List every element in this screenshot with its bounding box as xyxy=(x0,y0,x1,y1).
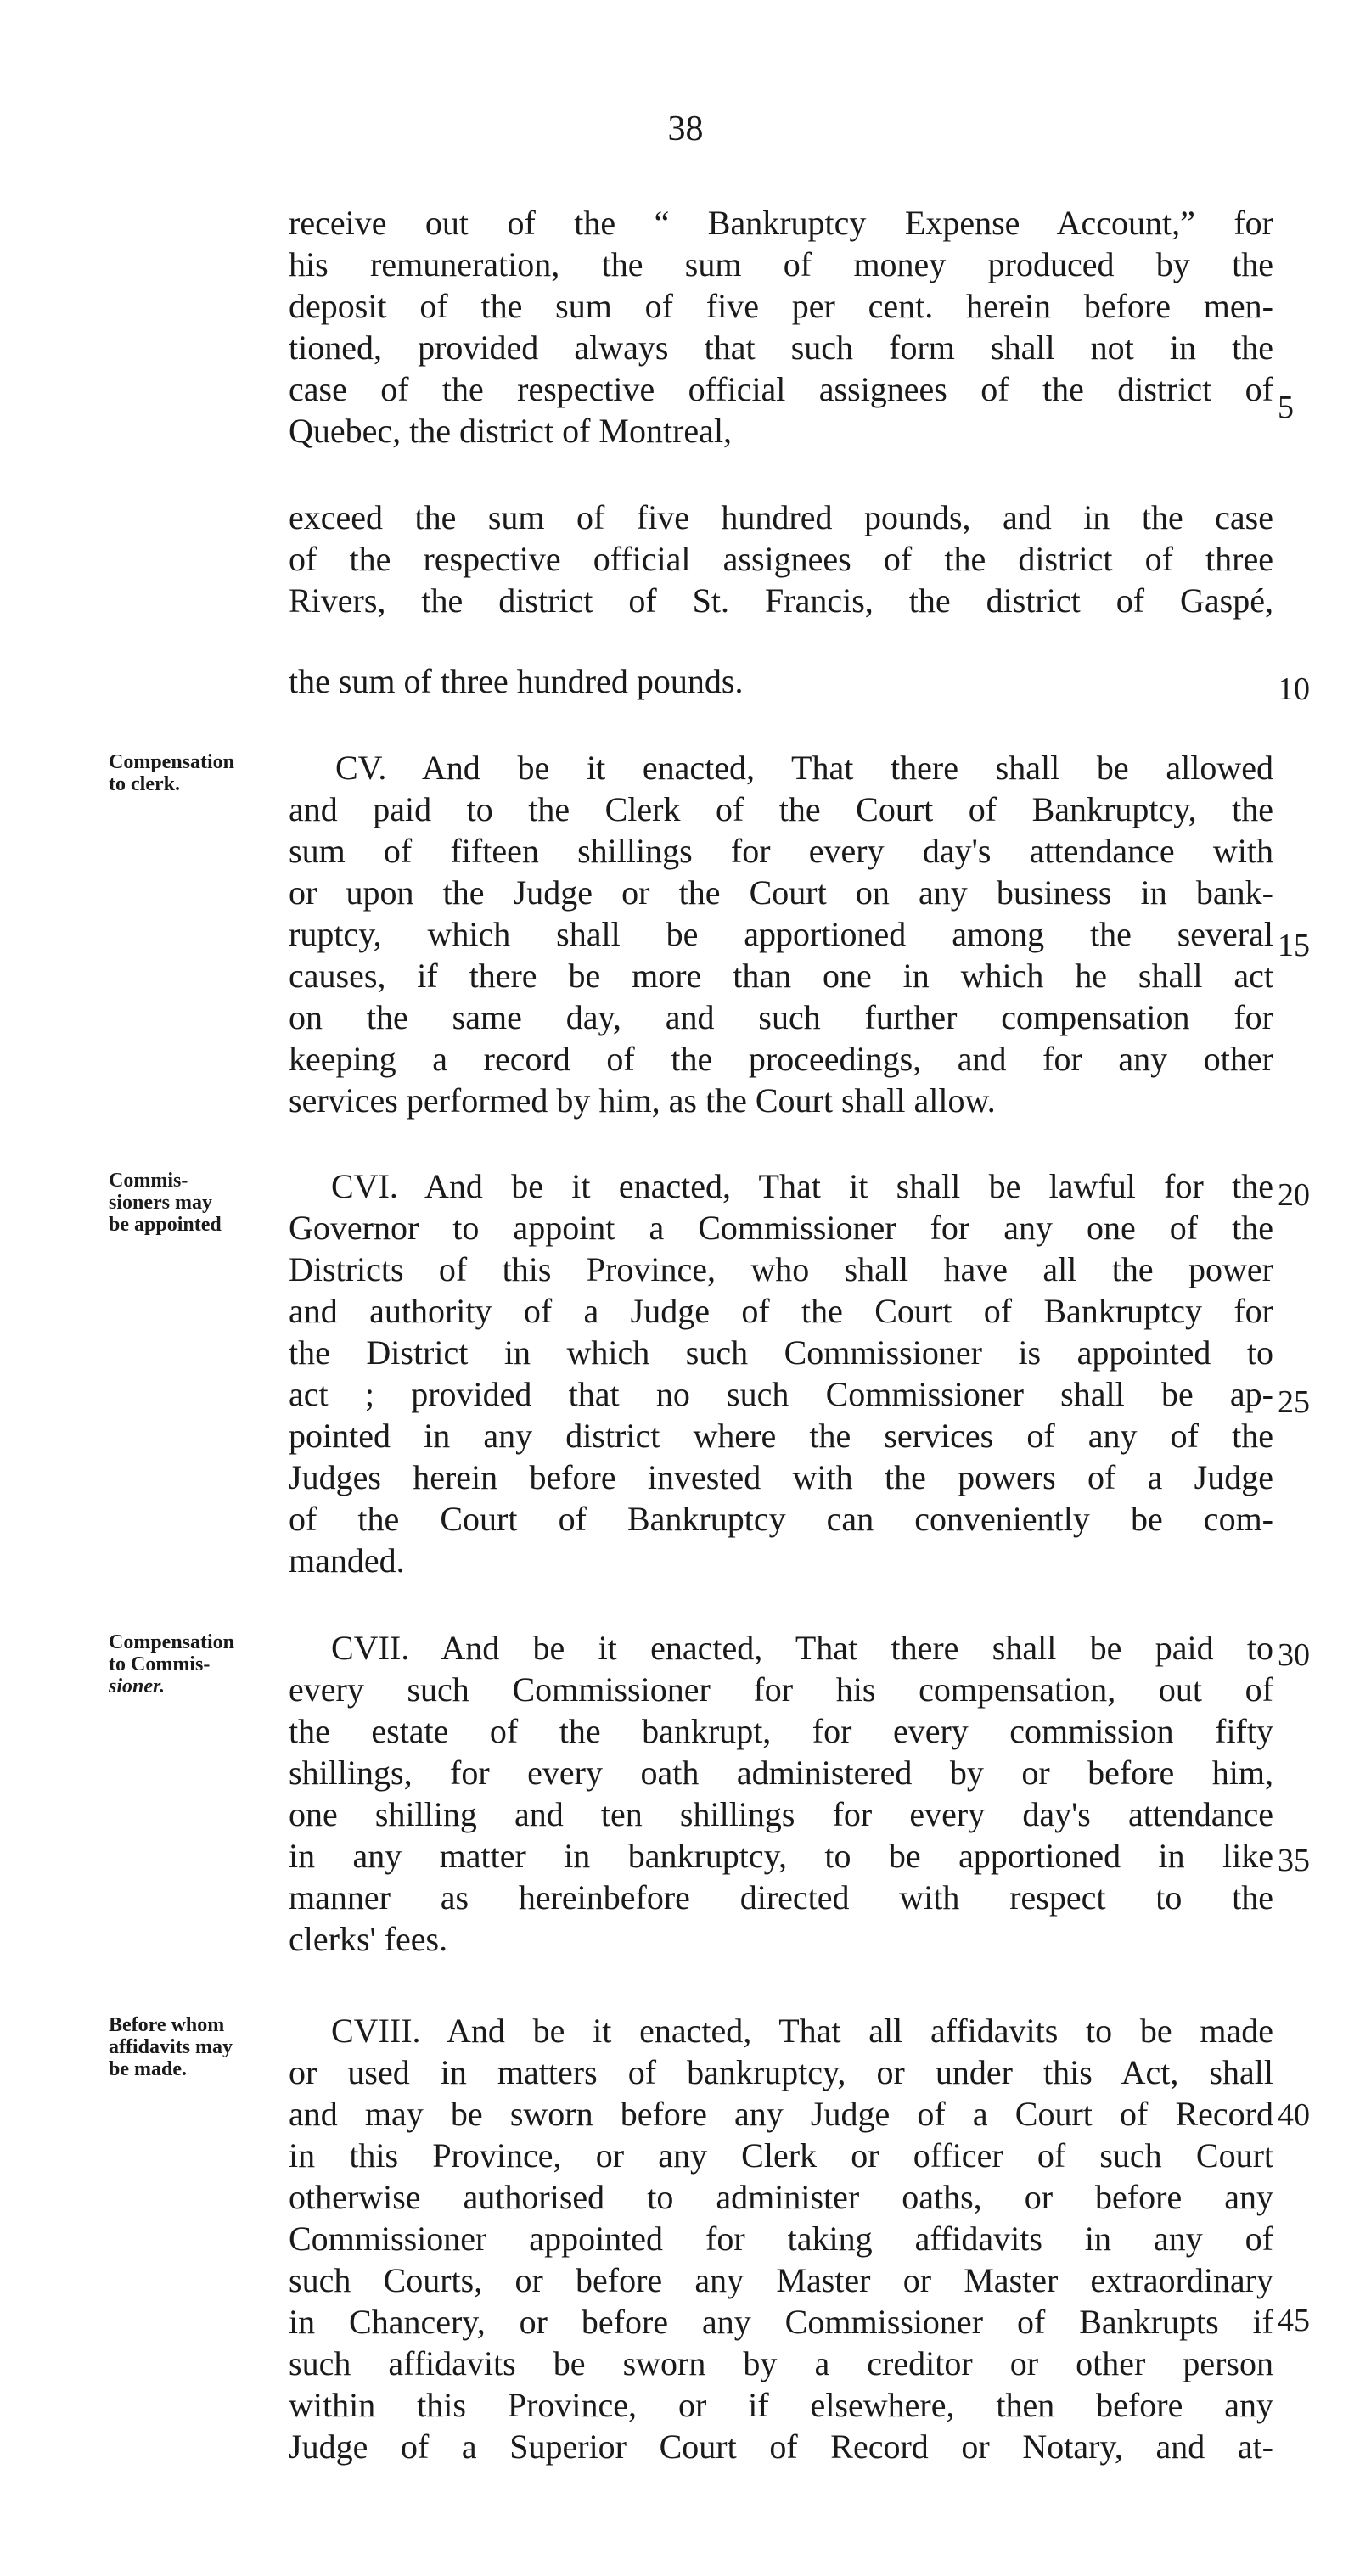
text-line: Governor to appoint a Commissioner for any one of the xyxy=(289,1209,1273,1247)
text-line: CVIII. And be it enacted, That all affidavits to be made xyxy=(331,2012,1273,2050)
paragraph-exceed xyxy=(289,497,1273,621)
text-line: of the Court of Bankruptcy can conveniently be com- xyxy=(289,1500,1273,1538)
margin-note-before-whom-affidavits: Before whom affidavits may be made. xyxy=(109,2014,233,2080)
text-line: manner as hereinbefore directed with respect to the xyxy=(289,1878,1273,1917)
text-line: manded. xyxy=(289,1541,405,1580)
text-line: ruptcy, which shall be apportioned among the several xyxy=(289,915,1273,953)
text-line: or upon the Judge or the Court on any business in bank- xyxy=(289,873,1273,912)
text-line: services performed by him, as the Court shall allow. xyxy=(289,1081,996,1120)
section-cvii xyxy=(289,1627,1273,1960)
text-line: deposit of the sum of five per cent. herein before men- xyxy=(289,287,1273,325)
text-line: within this Province, or if elsewhere, then before any xyxy=(289,2386,1273,2424)
text-line: one shilling and ten shillings for every day's attendance xyxy=(289,1795,1273,1833)
text-line: tioned, provided always that such form shall not in the xyxy=(289,328,1273,367)
text-line: Judge of a Superior Court of Record or Notary, and at- xyxy=(289,2427,1273,2466)
margin-note-commissioners-may-be-appointed: Commis- sioners may be appointed xyxy=(109,1170,222,1236)
text-line: shillings, for every oath administered by or before him, xyxy=(289,1754,1273,1792)
page-number: 38 xyxy=(667,109,704,149)
margin-note-compensation-to-commissioner: Compensation to Commis- sioner. xyxy=(109,1631,235,1698)
text-line: keeping a record of the proceedings, and for any other xyxy=(289,1040,1273,1078)
line-number: 30 xyxy=(1278,1637,1310,1673)
text-line: Districts of this Province, who shall have all the power xyxy=(289,1250,1273,1288)
text-line: exceed the sum of five hundred pounds, and in the case xyxy=(289,498,1273,536)
section-cviii xyxy=(289,2010,1273,2467)
text-line: such Courts, or before any Master or Master extraordinary xyxy=(289,2261,1273,2299)
text-line: of the respective official assignees of the district of three xyxy=(289,540,1273,578)
line-number: 5 xyxy=(1278,390,1294,425)
line-number: 10 xyxy=(1278,671,1310,707)
text-line: CVII. And be it enacted, That there shall be paid to xyxy=(331,1629,1273,1667)
text-line: act ; provided that no such Commissioner shall be ap- xyxy=(289,1375,1273,1413)
text-line: sum of fifteen shillings for every day's attendance with xyxy=(289,832,1273,870)
text-line: CV. And be it enacted, That there shall be allowed xyxy=(335,749,1273,787)
text-line: CVI. And be it enacted, That it shall be lawful for the xyxy=(331,1167,1273,1205)
text-line: the District in which such Commissioner is appointed to xyxy=(289,1333,1273,1372)
text-line: receive out of the “ Bankruptcy Expense Account,” for xyxy=(289,204,1273,242)
text-line: and authority of a Judge of the Court of Bankruptcy for xyxy=(289,1292,1273,1330)
line-number: 45 xyxy=(1278,2303,1310,2338)
text-line: the estate of the bankrupt, for every commission fifty xyxy=(289,1712,1273,1750)
text-line: his remuneration, the sum of money produced by the xyxy=(289,245,1273,283)
line-number: 25 xyxy=(1278,1384,1310,1420)
section-cvi xyxy=(289,1165,1273,1581)
line-number: 20 xyxy=(1278,1177,1310,1213)
text-line: in this Province, or any Clerk or officer of such Court xyxy=(289,2136,1273,2175)
text-line: Rivers, the district of St. Francis, the district of Gaspé, xyxy=(289,581,1273,620)
text-line: Commissioner appointed for taking affidavits in any of xyxy=(289,2220,1273,2258)
line-number: 35 xyxy=(1278,1843,1310,1878)
text-line: pointed in any district where the services of any of the xyxy=(289,1417,1273,1455)
text-line: Quebec, the district of Montreal, xyxy=(289,412,733,450)
text-line: and paid to the Clerk of the Court of Bankruptcy, the xyxy=(289,790,1273,828)
margin-note-compensation-to-clerk: Compensation to clerk. xyxy=(109,751,235,795)
text-line: case of the respective official assignees of the district of xyxy=(289,370,1273,408)
text-line: and may be sworn before any Judge of a Court of Record xyxy=(289,2095,1273,2133)
section-cv xyxy=(289,747,1273,1121)
text-line: in Chancery, or before any Commissioner of Bankrupts if xyxy=(289,2303,1273,2341)
line-number: 40 xyxy=(1278,2097,1310,2133)
text-line: Judges herein before invested with the powers of a Judge xyxy=(289,1458,1273,1496)
text-line: such affidavits be sworn by a creditor or other person xyxy=(289,2344,1273,2382)
paragraph-continuation xyxy=(289,202,1273,452)
text-line: the sum of three hundred pounds. xyxy=(289,662,744,700)
text-line: otherwise authorised to administer oaths, or before any xyxy=(289,2178,1273,2216)
text-line: causes, if there be more than one in which he shall act xyxy=(289,957,1273,995)
text-line: clerks' fees. xyxy=(289,1920,448,1958)
text-line: in any matter in bankruptcy, to be apportioned in like xyxy=(289,1837,1273,1875)
text-line: every such Commissioner for his compensation, out of xyxy=(289,1670,1273,1709)
paragraph-three-hundred xyxy=(289,660,1273,702)
line-number: 15 xyxy=(1278,928,1310,963)
text-line: on the same day, and such further compensation for xyxy=(289,998,1273,1036)
text-line: or used in matters of bankruptcy, or under this Act, shall xyxy=(289,2053,1273,2091)
